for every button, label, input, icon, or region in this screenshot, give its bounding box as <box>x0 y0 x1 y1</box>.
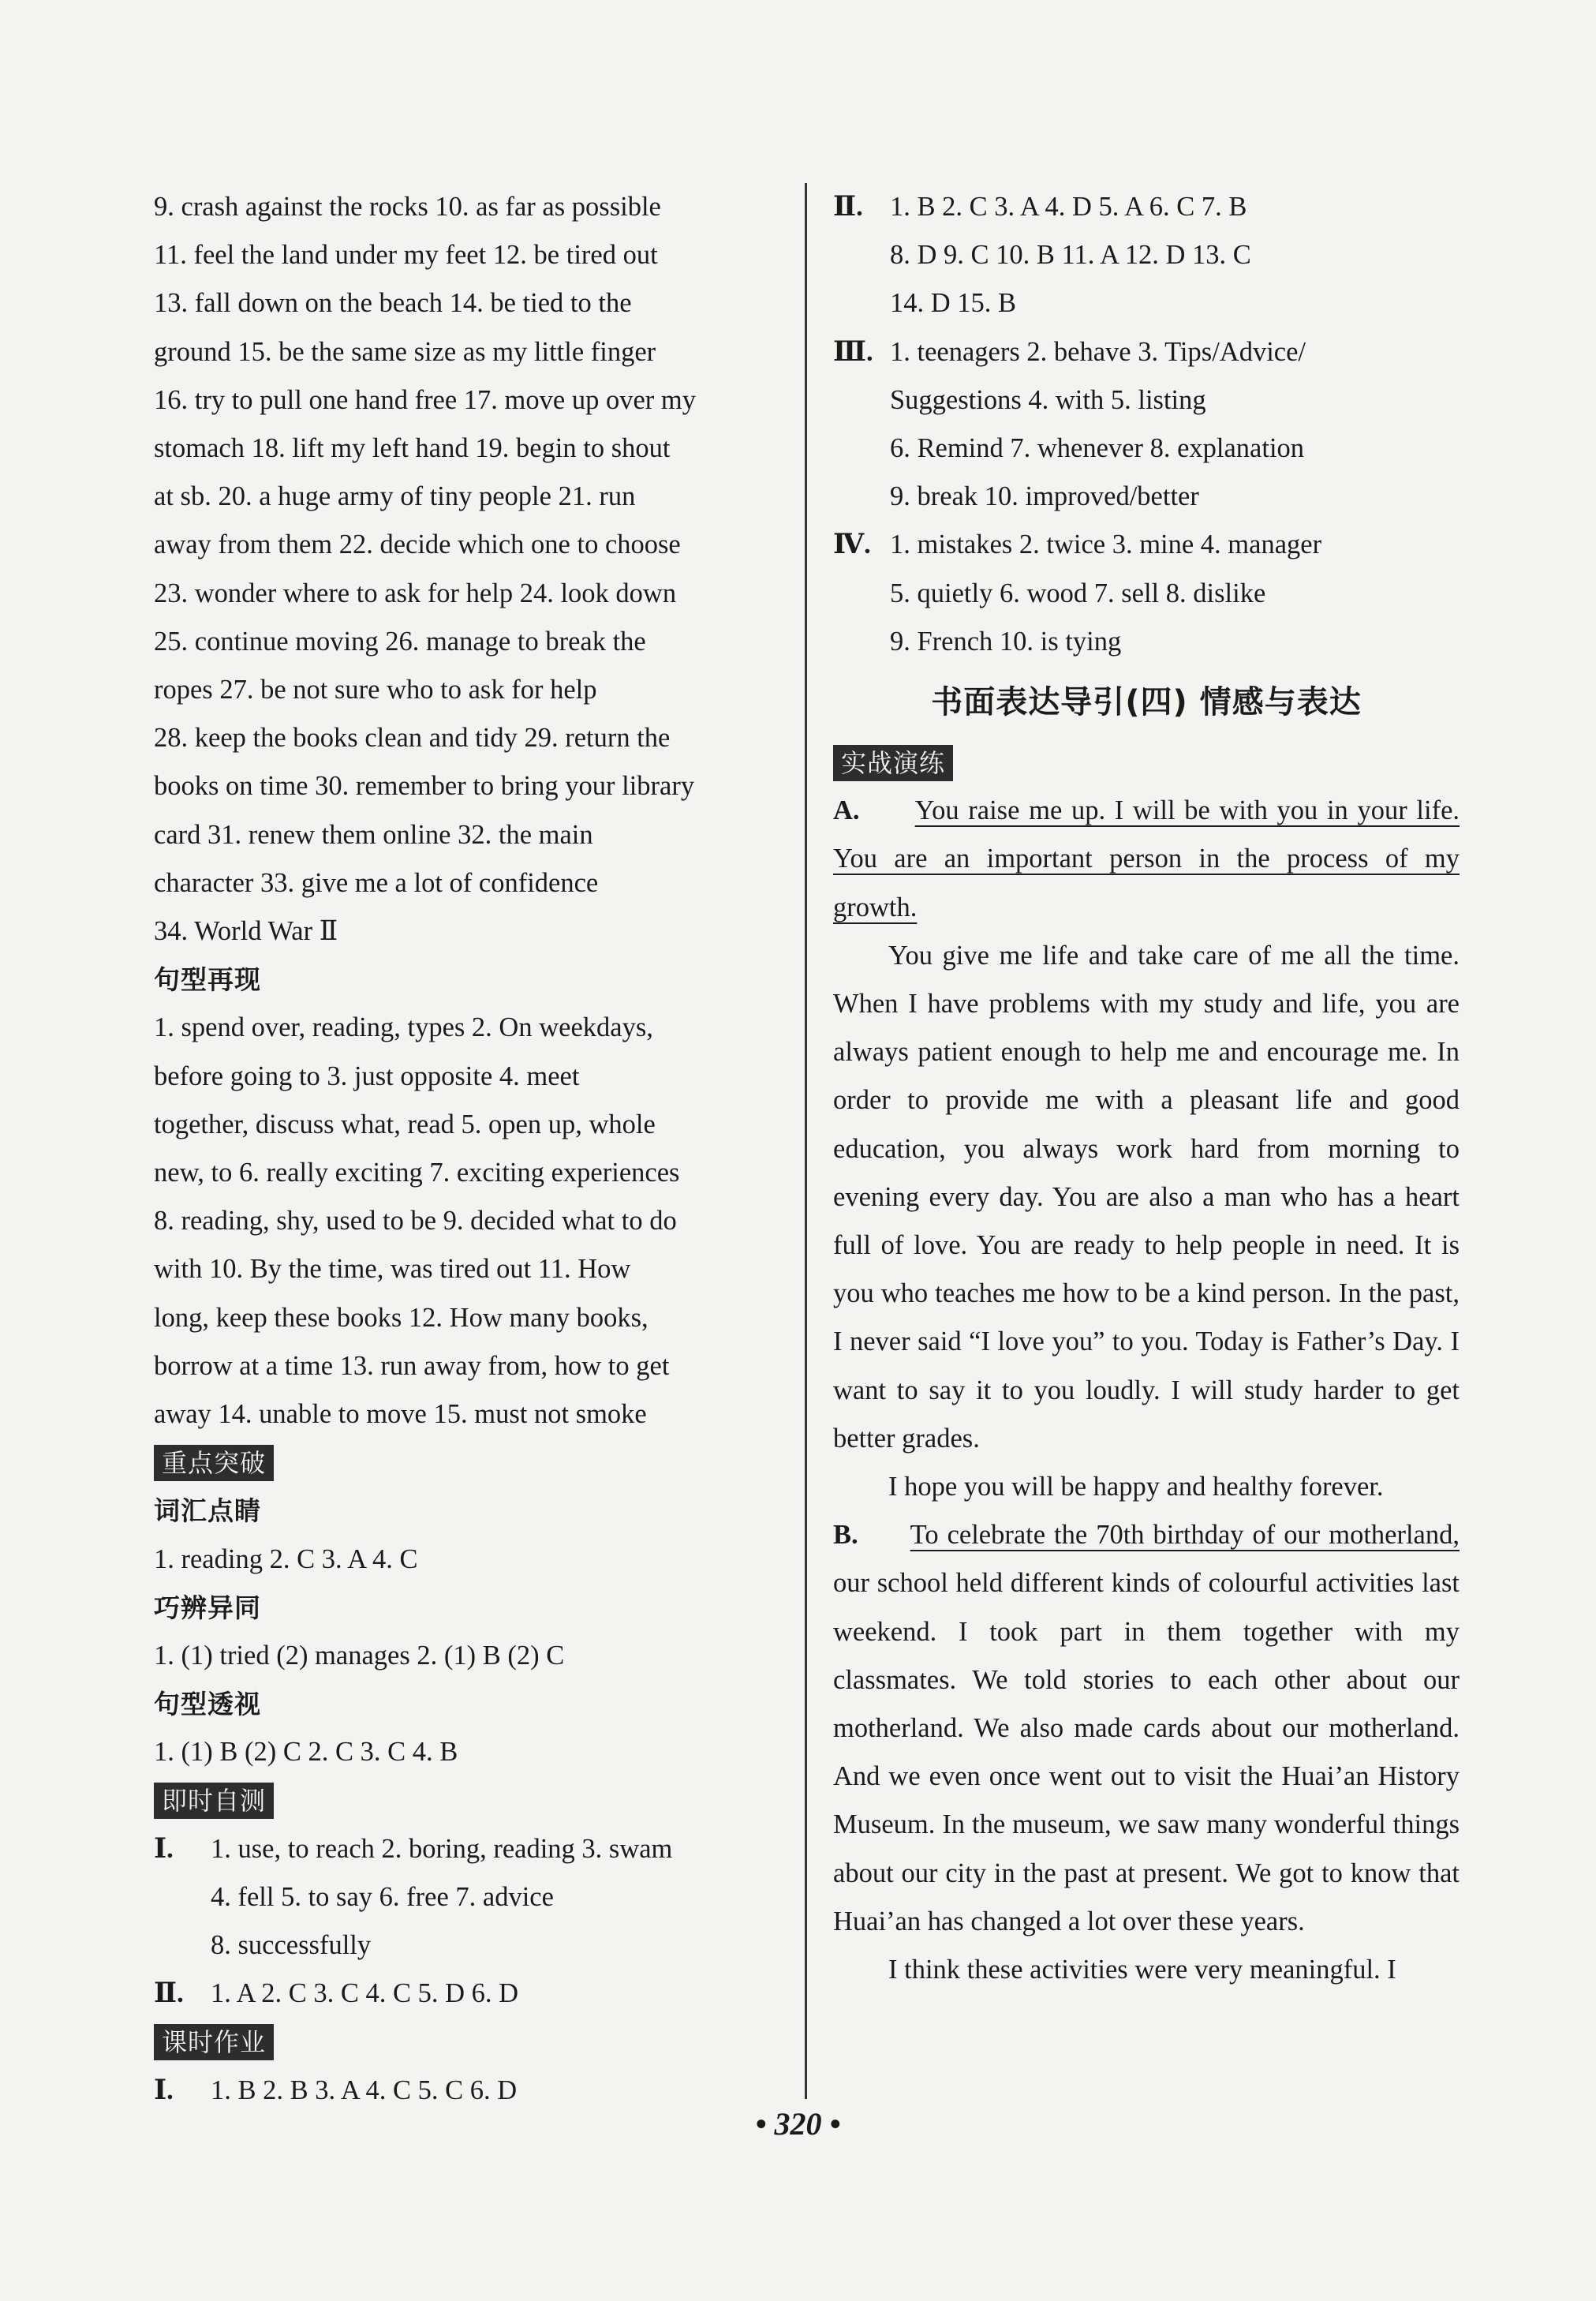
self-test-part-2 <box>154 1970 782 2018</box>
sentence-pattern-heading: 句型再现 <box>154 964 261 996</box>
answer-line: 11. feel the land under my feet 12. be tired out <box>154 240 658 271</box>
answer-line: long, keep these books 12. How many books, <box>154 1302 648 1333</box>
roman-numeral: Ⅰ. <box>154 2075 174 2105</box>
answer-line: books on time 30. remember to bring your library <box>154 771 695 802</box>
answer-line: 16. try to pull one hand free 17. move up over my <box>154 384 696 415</box>
answer-line: 28. keep the books clean and tidy 29. return the <box>154 723 671 754</box>
answer-line: ground 15. be the same size as my little finger <box>154 336 656 367</box>
answer-line: character 33. give me a lot of confidence <box>154 867 599 898</box>
key-points-heading <box>154 1439 782 1487</box>
answer-line: at sb. 20. a huge army of tiny people 21. run <box>154 481 636 512</box>
answer-line: away 14. unable to move 15. must not smoke <box>154 1399 647 1430</box>
answer-line: ropes 27. be not sure who to ask for help <box>154 675 597 705</box>
essay-a-closing: I hope you will be happy and healthy forever. <box>888 1472 1384 1502</box>
homework-part-2 <box>833 183 1460 328</box>
right-column <box>833 183 1460 1994</box>
answer-line: 6. Remind 7. whenever 8. explanation <box>890 433 1305 464</box>
essay-b-body: our school held different kinds of colourful activities last weekend. I took part in them together with my classmates. We told stories to each other about our motherland. We also made cards about our motherland. And we even once went out to visit the Huai’an History Museum. In the museum, we saw many wonderful things about our city in the past at present. We got to know that Huai’an has changed a lot over these years. <box>833 1568 1460 1936</box>
essay-b-closing: I think these activities were very meaningful. I <box>888 1955 1396 1985</box>
answer-line: 1. spend over, reading, types 2. On weekdays, <box>154 1012 653 1043</box>
homework-part-3 <box>833 328 1460 522</box>
answer-line: away from them 22. decide which one to choose <box>154 529 681 560</box>
roman-numeral: Ⅲ. <box>833 336 873 367</box>
answer-line: 25. continue moving 26. manage to break the <box>154 626 646 657</box>
answer-line: 1. B 2. C 3. A 4. D 5. A 6. C 7. B <box>890 192 1247 222</box>
self-test-heading <box>154 1777 782 1825</box>
essay-b-thesis: To celebrate the 70th birthday of our motherland, <box>910 1520 1460 1551</box>
answer-line: Suggestions 4. with 5. listing <box>890 384 1206 415</box>
sentence-analysis-heading: 句型透视 <box>154 1689 261 1720</box>
left-column <box>154 183 782 2115</box>
distinguish-heading: 巧辨异同 <box>154 1592 261 1623</box>
vocab-answers <box>154 183 782 956</box>
homework-heading <box>154 2019 782 2067</box>
answer-line: 1. B 2. B 3. A 4. C 5. C 6. D <box>211 2075 518 2105</box>
key-points-label: 重点突破 <box>154 1445 274 1481</box>
practice-heading <box>833 739 1460 787</box>
essay-a-opening <box>833 787 1460 932</box>
answer-line: 1. use, to reach 2. boring, reading 3. swam <box>211 1833 673 1864</box>
self-test-part-1 <box>154 1825 782 1970</box>
roman-numeral: Ⅱ. <box>154 1978 184 2009</box>
answer-line: 9. break 10. improved/better <box>890 481 1199 512</box>
answer-line: together, discuss what, read 5. open up, whole <box>154 1109 656 1139</box>
page-number: • 320 • <box>755 2106 841 2142</box>
answer-line: 9. French 10. is tying <box>890 626 1122 657</box>
answer-line: before going to 3. just opposite 4. meet <box>154 1061 580 1091</box>
answer-line: with 10. By the time, was tired out 11. How <box>154 1254 631 1285</box>
answer-line: 1. mistakes 2. twice 3. mine 4. manager <box>890 529 1322 560</box>
answer-line: 8. successfully <box>211 1930 372 1961</box>
column-divider <box>805 183 807 2099</box>
answer-line: 1. (1) B (2) C 2. C 3. C 4. B <box>154 1737 458 1768</box>
self-test-label: 即时自测 <box>154 1783 274 1819</box>
answer-line: 13. fall down on the beach 14. be tied to the <box>154 288 632 319</box>
essay-b-opening <box>833 1511 1460 1946</box>
answer-line: card 31. renew them online 32. the main <box>154 819 593 850</box>
answer-line: 4. fell 5. to say 6. free 7. advice <box>211 1882 554 1913</box>
answer-line: stomach 18. lift my left hand 19. begin to shout <box>154 433 671 464</box>
answer-line: 1. (1) tried (2) manages 2. (1) B (2) C <box>154 1641 565 1671</box>
answer-line: 23. wonder where to ask for help 24. look down <box>154 578 677 608</box>
practice-label: 实战演练 <box>833 745 953 781</box>
essay-a-label: A. <box>833 795 860 826</box>
essay-a-body: You give me life and take care of me all the time. When I have problems with my study and life, you are always patient enough to help me and encourage me. In order to provide me with a pleasant life and good education, you always work hard from morning to evening every day. You are also a man who has a heart full of love. You are ready to help people in need. It is you who teaches me how to be a kind person. In the past, I never said “I love you” to you. Today is Father’s Day. I want to say it to you loudly. I will study harder to get better grades. <box>833 940 1460 1454</box>
answer-line: 1. A 2. C 3. C 4. C 5. D 6. D <box>211 1978 519 2009</box>
roman-numeral: Ⅱ. <box>833 192 863 222</box>
homework-part-4 <box>833 521 1460 666</box>
answer-line: 8. reading, shy, used to be 9. decided what to do <box>154 1206 677 1237</box>
roman-numeral: Ⅳ. <box>833 529 871 560</box>
answer-line: 8. D 9. C 10. B 11. A 12. D 13. C <box>890 240 1251 271</box>
vocab-point-heading: 词汇点睛 <box>154 1495 261 1527</box>
writing-section-title: 书面表达导引(四) 情感与表达 <box>931 684 1362 721</box>
pattern-answers <box>154 1004 782 1439</box>
answer-line: 1. reading 2. C 3. A 4. C <box>154 1543 418 1574</box>
homework-label: 课时作业 <box>154 2024 274 2060</box>
essay-b-label: B. <box>833 1520 858 1551</box>
answer-line: 5. quietly 6. wood 7. sell 8. dislike <box>890 578 1266 608</box>
roman-numeral: Ⅰ. <box>154 1833 174 1864</box>
answer-line: 9. crash against the rocks 10. as far as possible <box>154 192 661 222</box>
answer-line: new, to 6. really exciting 7. exciting experiences <box>154 1158 680 1188</box>
answer-line: 1. teenagers 2. behave 3. Tips/Advice/ <box>890 336 1306 367</box>
essay-a-thesis: You raise me up. I will be with you in your life. You are an important person in the process of my growth. <box>833 795 1460 922</box>
answer-line: 14. D 15. B <box>890 288 1017 319</box>
answer-line: borrow at a time 13. run away from, how to get <box>154 1350 670 1381</box>
answer-line: 34. World War Ⅱ <box>154 916 338 947</box>
